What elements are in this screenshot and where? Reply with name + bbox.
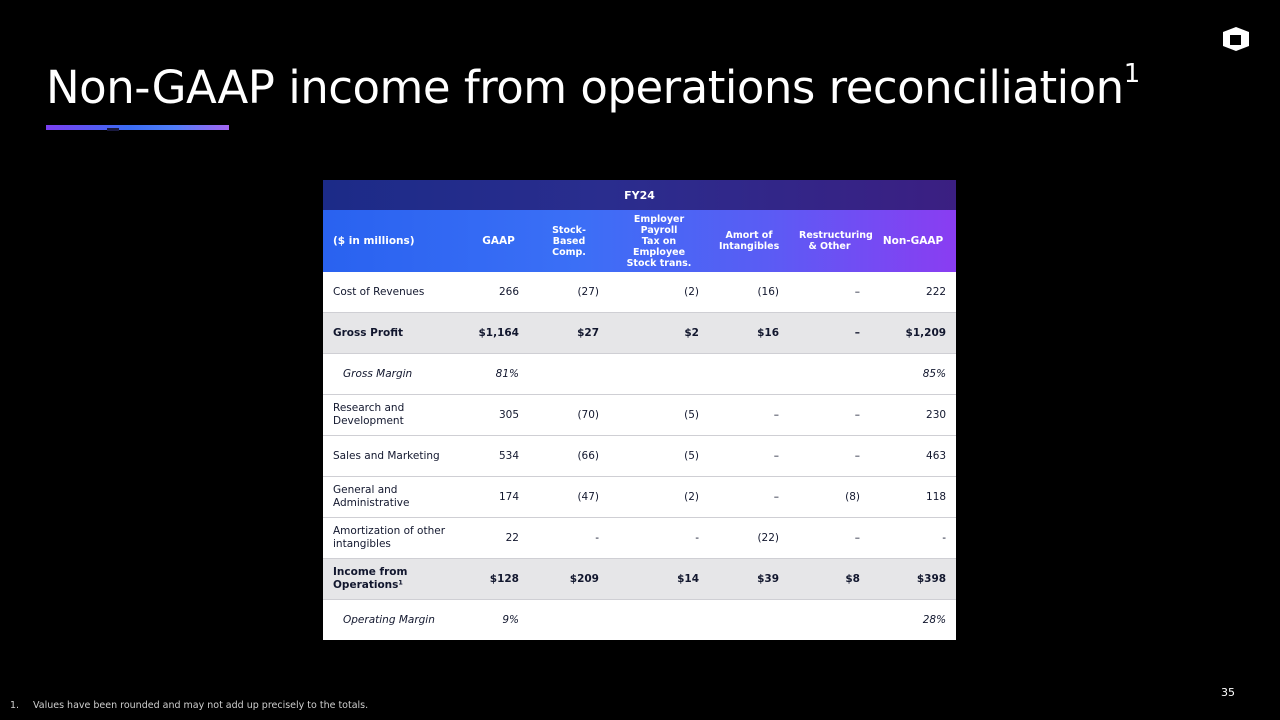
- accent-tick: [107, 128, 119, 131]
- table-cell: $27: [529, 313, 609, 354]
- row-label: Amortization of other intangibles: [323, 518, 468, 559]
- table-cell: (70): [529, 395, 609, 436]
- table-body: [323, 272, 956, 640]
- footnote: [10, 700, 368, 711]
- table-cell: 118: [870, 477, 956, 518]
- row-label: Sales and Marketing: [323, 436, 468, 477]
- table-cell: $39: [709, 559, 789, 600]
- table-cell: 305: [468, 395, 529, 436]
- table-cell: 28%: [870, 600, 956, 641]
- table-cell: (8): [789, 477, 870, 518]
- table-row: [323, 559, 956, 600]
- table-cell: [789, 600, 870, 641]
- table-cell: (22): [709, 518, 789, 559]
- table-cell: 266: [468, 272, 529, 313]
- table-row: [323, 354, 956, 395]
- table-cell: 463: [870, 436, 956, 477]
- table-cell: -: [870, 518, 956, 559]
- table-cell: $209: [529, 559, 609, 600]
- table-cell: $1,164: [468, 313, 529, 354]
- table-cell: $1,209: [870, 313, 956, 354]
- column-header: GAAP: [482, 234, 515, 247]
- table-cell: [609, 354, 709, 395]
- table-cell: 22: [468, 518, 529, 559]
- column-header-row: [323, 210, 956, 272]
- page-title: [46, 58, 1140, 118]
- table-row: [323, 436, 956, 477]
- table-cell: (5): [609, 395, 709, 436]
- table-cell: -: [529, 518, 609, 559]
- table-cell: 85%: [870, 354, 956, 395]
- table-cell: –: [789, 272, 870, 313]
- table-row: [323, 272, 956, 313]
- table-row: [323, 477, 956, 518]
- table-row: [323, 518, 956, 559]
- column-header: Amort of Intangibles: [719, 230, 780, 252]
- table-cell: $398: [870, 559, 956, 600]
- period-header: FY24: [323, 180, 956, 210]
- row-label: General and Administrative: [323, 477, 468, 518]
- table-cell: 81%: [468, 354, 529, 395]
- column-header: Employer Payroll Tax on Employee Stock trans.: [626, 213, 692, 269]
- row-label: Income from Operations¹: [323, 559, 468, 600]
- title-text: Non-GAAP income from operations reconciliation: [46, 61, 1124, 114]
- table-cell: (66): [529, 436, 609, 477]
- reconciliation-table-container: [323, 180, 956, 640]
- footnote-number: 1.: [10, 700, 20, 711]
- table-cell: [709, 600, 789, 641]
- reconciliation-table: [323, 180, 956, 640]
- table-cell: 534: [468, 436, 529, 477]
- table-cell: 9%: [468, 600, 529, 641]
- table-cell: $16: [709, 313, 789, 354]
- table-cell: $2: [609, 313, 709, 354]
- table-cell: (16): [709, 272, 789, 313]
- table-cell: –: [789, 436, 870, 477]
- table-cell: [789, 354, 870, 395]
- table-cell: (5): [609, 436, 709, 477]
- title-footnote-marker: 1: [1123, 59, 1140, 89]
- column-header: Non-GAAP: [882, 234, 944, 247]
- table-cell: (27): [529, 272, 609, 313]
- row-label: Operating Margin: [323, 600, 468, 641]
- row-label: Cost of Revenues: [323, 272, 468, 313]
- cube-logo-icon: [1222, 26, 1250, 52]
- table-cell: $128: [468, 559, 529, 600]
- column-header: Restructuring & Other: [799, 230, 873, 252]
- title-accent-bar: [46, 125, 229, 130]
- table-cell: 174: [468, 477, 529, 518]
- table-cell: $14: [609, 559, 709, 600]
- table-row: [323, 313, 956, 354]
- table-row: [323, 395, 956, 436]
- table-cell: [529, 354, 609, 395]
- table-cell: –: [709, 436, 789, 477]
- table-cell: –: [709, 395, 789, 436]
- table-row: [323, 600, 956, 641]
- row-label: Research and Development: [323, 395, 468, 436]
- table-cell: $8: [789, 559, 870, 600]
- table-cell: [609, 600, 709, 641]
- table-cell: –: [789, 313, 870, 354]
- table-cell: [709, 354, 789, 395]
- table-cell: –: [789, 395, 870, 436]
- page-number: 35: [1221, 686, 1235, 699]
- table-cell: 222: [870, 272, 956, 313]
- table-cell: -: [609, 518, 709, 559]
- row-label: Gross Margin: [323, 354, 468, 395]
- footnote-text: Values have been rounded and may not add up precisely to the totals.: [33, 700, 369, 711]
- table-cell: (47): [529, 477, 609, 518]
- column-header: Stock- Based Comp.: [552, 224, 586, 258]
- table-cell: (2): [609, 272, 709, 313]
- table-cell: 230: [870, 395, 956, 436]
- table-cell: –: [789, 518, 870, 559]
- table-cell: (2): [609, 477, 709, 518]
- column-header: ($ in millions): [333, 234, 415, 247]
- row-label: Gross Profit: [323, 313, 468, 354]
- table-cell: –: [709, 477, 789, 518]
- table-cell: [529, 600, 609, 641]
